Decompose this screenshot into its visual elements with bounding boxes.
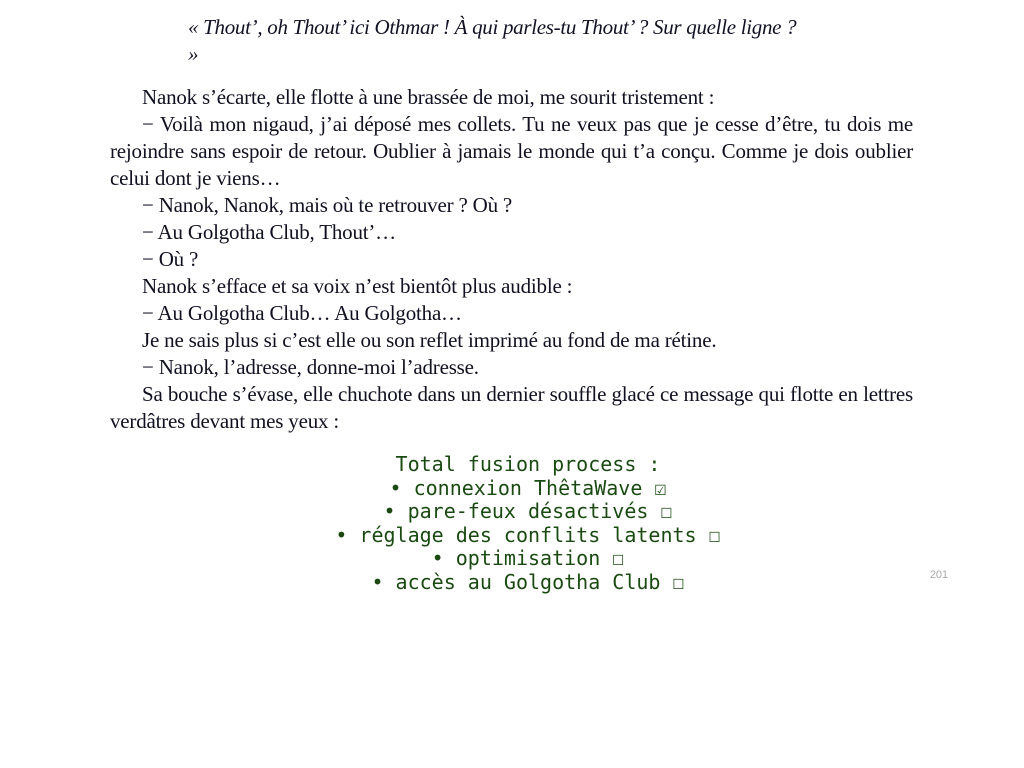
paragraph: − Au Golgotha Club… Au Golgotha… xyxy=(142,301,462,325)
terminal-message xyxy=(210,453,846,594)
terminal-item: • réglage des conflits latents ☐ xyxy=(335,522,721,547)
paragraph: − Au Golgotha Club, Thout’… xyxy=(142,220,396,244)
paragraph: − Voilà mon nigaud, j’ai déposé mes collets. Tu ne veux pas que je cesse d’être, tu dois me rejoindre sans espoir de retour. Oublier à jamais le monde qui t’a conçu. Comme je dois oublier celui dont je viens… xyxy=(110,112,913,190)
terminal-item: • optimisation ☐ xyxy=(431,546,625,570)
terminal-item: • pare-feux désactivés ☐ xyxy=(383,499,673,523)
body-text xyxy=(110,84,913,435)
paragraph: Sa bouche s’évase, elle chuchote dans un dernier souffle glacé ce message qui flotte en lettres verdâtres devant mes yeux : xyxy=(110,382,913,433)
terminal-title: Total fusion process : xyxy=(395,452,661,476)
terminal-item: • accès au Golgotha Club ☐ xyxy=(371,569,685,594)
paragraph: − Nanok, Nanok, mais où te retrouver ? Où ? xyxy=(142,193,513,217)
paragraph: Nanok s’efface et sa voix n’est bientôt plus audible : xyxy=(142,274,573,298)
paragraph: − Où ? xyxy=(142,247,199,271)
epigraph-quote: « Thout’, oh Thout’ ici Othmar ! À qui parles-tu Thout’ ? Sur quelle ligne ? » xyxy=(188,15,797,66)
paragraph: Je ne sais plus si c’est elle ou son reflet imprimé au fond de ma rétine. xyxy=(142,328,717,352)
page-number: 201 xyxy=(929,569,949,581)
paragraph: − Nanok, l’adresse, donne-moi l’adresse. xyxy=(142,355,479,379)
terminal-item: • connexion ThêtaWave ☑ xyxy=(389,475,667,500)
paragraph: Nanok s’écarte, elle flotte à une brassée de moi, me sourit tristement : xyxy=(142,85,715,109)
